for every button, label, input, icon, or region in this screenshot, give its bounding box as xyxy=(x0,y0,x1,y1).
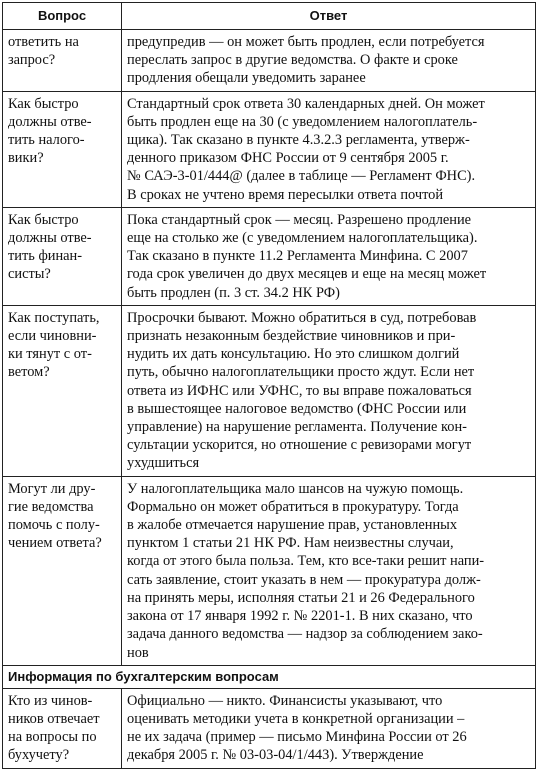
question-cell: Могут ли дру- гие ведомства помочь с полу- чением ответа? xyxy=(3,476,122,665)
answer-cell: Стандартный срок ответа 30 календарных дней. Он может быть продлен еще на 30 (с уведомлением налогоплатель- щика). Так сказано в пункте 4.3.2.3 регламента, утверж- денного приказом ФНС России от 9 сентября 2005 г. № САЭ-3-01/444@ (далее в таблице — Регламент ФНС). В сроках не учтено время пересылки ответа почтой xyxy=(122,91,536,207)
question-cell: Как быстро должны отве- тить финан- систы? xyxy=(3,207,122,305)
question-cell: ответить на запрос? xyxy=(3,30,122,92)
answer-cell: предупредив — он может быть продлен, если потребуется переслать запрос в другие ведомства. О факте и сроке продления обещали уведомить заранее xyxy=(122,30,536,92)
header-row xyxy=(3,3,536,30)
question-cell: Кто из чинов- ников отвечает на вопросы по бухучету? xyxy=(3,688,122,768)
table-row xyxy=(3,91,536,207)
table-row xyxy=(3,688,536,768)
section-row xyxy=(3,665,536,688)
table-row xyxy=(3,30,536,92)
table-row xyxy=(3,305,536,476)
answer-cell: Просрочки бывают. Можно обратиться в суд, потребовав признать незаконным бездействие чиновников и при- нудить их дать консультацию. Но это слишком долгий путь, обычно налогоплательщики просто ждут. Если нет ответа из ИФНС или УФНС, то вы вправе пожаловаться в вышестоящее налоговое ведомство (ФНС России или управление) на нарушение регламента. Получение кон- сультации ускорится, но отношение с ревизорами могут ухудшиться xyxy=(122,305,536,476)
table-row xyxy=(3,476,536,665)
table-row xyxy=(3,207,536,305)
qa-table xyxy=(2,2,536,769)
answer-cell: У налогоплательщика мало шансов на чужую помощь. Формально он может обратиться в прокуратуру. Тогда в жалобе отмечается нарушение прав, установленных пунктом 1 статьи 21 НК РФ. Нам неизвестны случаи, когда от этого была польза. Тем, кто все-таки решит напи- сать заявление, стоит указать в нем — прокуратура долж- на принять меры, исполняя статьи 21 и 26 Федерального закона от 17 января 1992 г. № 2201-1. В них сказано, что задача данного ведомства — надзор за соблюдением зако- нов xyxy=(122,476,536,665)
answer-cell: Официально — никто. Финансисты указывают, что оценивать методики учета в конкретной организации – не их задача (пример — письмо Минфина России от 26 декабря 2005 г. № 03-03-04/1/443). Утверждение xyxy=(122,688,536,768)
question-cell: Как быстро должны отве- тить налого- вики? xyxy=(3,91,122,207)
section-title: Информация по бухгалтерским вопросам xyxy=(3,665,536,688)
header-question: Вопрос xyxy=(3,3,122,30)
header-answer: Ответ xyxy=(122,3,536,30)
answer-cell: Пока стандартный срок — месяц. Разрешено продление еще на столько же (с уведомлением налогоплательщика). Так сказано в пункте 11.2 Регламента Минфина. С 2007 года срок увеличен до двух месяцев и еще на месяц может быть продлен (п. 3 ст. 34.2 НК РФ) xyxy=(122,207,536,305)
question-cell: Как поступать, если чиновни- ки тянут с от- ветом? xyxy=(3,305,122,476)
